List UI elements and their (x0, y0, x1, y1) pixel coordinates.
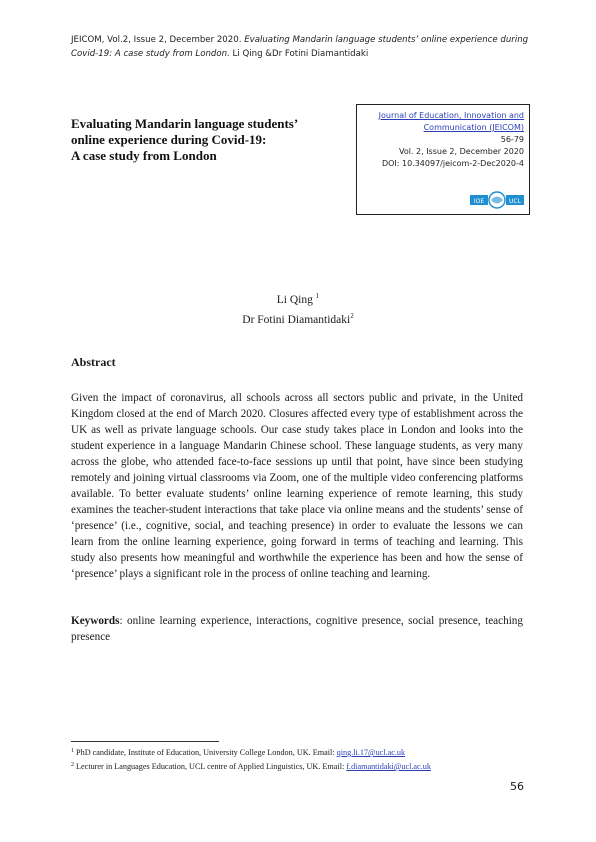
footnote-marker[interactable]: 1 (315, 292, 320, 300)
journal-doi: DOI: 10.34097/jeicom-2-Dec2020-4 (381, 159, 524, 168)
footnote-number: 1 (71, 748, 74, 754)
author-name: Li Qing (276, 294, 316, 306)
journal-issue: Vol. 2, Issue 2, December 2020 (398, 147, 524, 156)
title-line: online experience during Covid-19: (71, 132, 267, 147)
abstract-text: Given the impact of coronavirus, all schools across all sectors public and private, in the United Kingdom closed at the end of March 2020. Closures affected every type of establishment across the UK as well as private language schools. Our case study takes place in London and looks into the student experience in a language Mandarin Chinese school. These language students, as very many across the globe, who attended face-to-face sessions up until that point, have since been studying remotely and joining virtual classrooms via Zoom, one of the multiple video conferencing platforms available. To better evaluate students’ online learning experience of remote learning, this study examines the teacher-student interactions that take place via online means and the students’ sense of ‘presence’ (i.e., cognitive, social, and teaching presence) in order to evaluate the lessons we can learn from the online learning experience, going forward in terms of teaching and learning. This study also presents how meaningful and worthwhile the experience has been and how the sense of ‘presence’ plays a significant role in the process of online teaching and learning. (71, 392, 523, 580)
logo-text-left: IOE (473, 198, 485, 205)
email-link[interactable]: qing.li.17@ucl.ac.uk (336, 748, 406, 757)
journal-link-cont[interactable]: Communication (JEICOM) (423, 123, 524, 132)
page-number: 56 (510, 780, 524, 793)
author-name: Dr Fotini Diamantidaki (242, 314, 351, 326)
logo-text-right: UCL (509, 198, 521, 205)
email-link[interactable]: f.diamantidaki@ucl.ac.uk (346, 762, 431, 771)
paper-title (71, 116, 341, 164)
keywords-label: Keywords (71, 615, 120, 627)
journal-link[interactable]: Journal of Education, Innovation and (378, 111, 524, 120)
header-authors: Li Qing &Dr Fotini Diamantidaki (229, 49, 369, 59)
footnote-marker[interactable]: 2 (350, 312, 354, 320)
title-line: A case study from London (71, 148, 217, 163)
footnote-text: PhD candidate, Institute of Education, University College London, UK. Email: (74, 748, 337, 757)
abstract-heading: Abstract (71, 355, 116, 369)
running-header (71, 33, 531, 61)
header-article-title: Evaluating Mandarin language students’ online experience during (244, 35, 529, 45)
keywords-list: : online learning experience, interactions, cognitive presence, social presence, teaching presence (71, 615, 523, 643)
title-line: Evaluating Mandarin language students’ (71, 116, 299, 131)
footnote-item (71, 759, 531, 773)
footnotes (71, 745, 531, 773)
ioe-ucl-logo-icon (469, 191, 525, 209)
journal-info-box (356, 104, 530, 215)
keywords-paragraph (71, 613, 523, 645)
footnote-number: 2 (71, 762, 74, 768)
footnote-item (71, 745, 531, 759)
author-block (0, 288, 596, 328)
header-article-title-cont: Covid-19: A case study from London. (71, 49, 230, 59)
journal-pages: 56-79 (500, 135, 524, 144)
footnote-divider (71, 741, 219, 742)
footnote-text: Lecturer in Languages Education, UCL centre of Applied Linguistics, UK. Email: (74, 762, 347, 771)
header-citation: JEICOM, Vol.2, Issue 2, December 2020. (71, 35, 245, 45)
